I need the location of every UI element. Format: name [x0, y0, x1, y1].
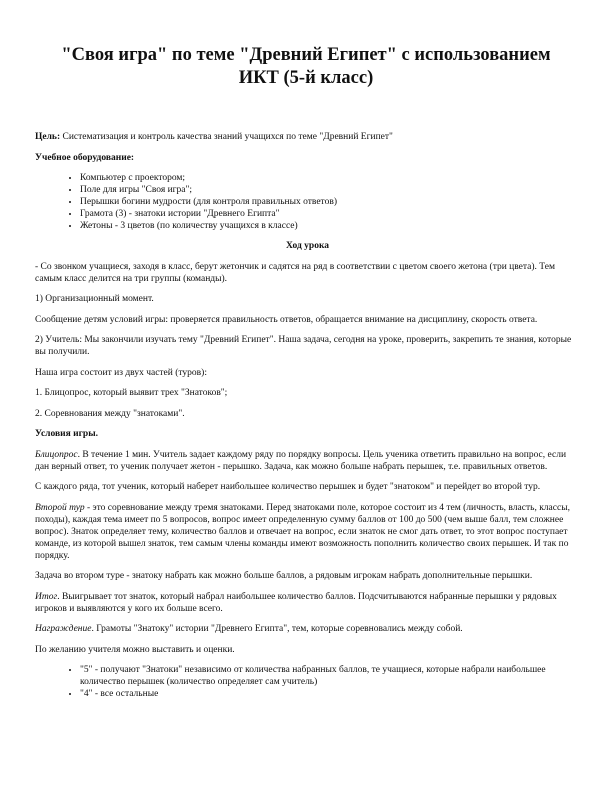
goal-label: Цель:	[35, 132, 61, 142]
award-paragraph	[35, 623, 580, 635]
blitz-label: Блицопрос	[35, 449, 78, 460]
goal-paragraph	[35, 131, 580, 143]
equipment-heading: Учебное оборудование:	[35, 152, 135, 163]
conditions-heading: Условия игры.	[35, 429, 98, 439]
document-body	[35, 131, 580, 708]
list-item: • "4" - все остальные	[80, 688, 580, 700]
intro-paragraph: - Со звонком учащиеся, заходя в класс, берут жетончик и садятся на ряд в соответствии с цветом своего жетона (три цвета). Тем самым класс делится на три группы (команды).	[35, 261, 555, 284]
task2-paragraph: Задача во втором туре - знатоку набрать как можно больше баллов, а рядовым игрокам набрать дополнительные перышки.	[35, 571, 533, 581]
part1-paragraph: 1. Блицопрос, который выявит трех "Знатоков";	[35, 388, 228, 398]
list-item: • Перышки богини мудрости (для контроля правильных ответов)	[80, 196, 580, 208]
blitz-text: . В течение 1 мин. Учитель задает каждому ряду по порядку вопросы. Цель ученика ответить правильно на вопрос, если дан верный ответ, то ученик получает жетон - перышко. Задача, как можно больше набрать перышек, т.е. правильных ответов.	[35, 449, 567, 472]
part2-paragraph: 2. Соревнования между "знатоками".	[35, 408, 185, 419]
page-title: "Своя игра" по теме "Древний Египет" с использованием ИКТ (5-й класс)	[61, 45, 551, 88]
list-item: • Компьютер с проектором;	[80, 172, 580, 184]
result-label: Итог	[35, 591, 58, 602]
each-row-paragraph: С каждого ряда, тот ученик, который наберет наибольшее количество перышек и будет "знатоком" и перейдет во второй тур.	[35, 482, 541, 492]
teacher-paragraph: 2) Учитель: Мы закончили изучать тему "Древний Египет". Наша задача, сегодня на уроке, проверить, закрепить те знания, которые вы получили.	[35, 335, 572, 357]
blitz-paragraph	[35, 449, 580, 473]
message-paragraph: Сообщение детям условий игры: проверяется правильность ответов, обращается внимание на дисциплину, скорость ответа.	[35, 314, 538, 325]
round2-paragraph	[35, 502, 580, 562]
parts-paragraph: Наша игра состоит из двух частей (туров):	[35, 367, 207, 378]
org-paragraph: 1) Организационный момент.	[35, 294, 154, 304]
equipment-list	[35, 172, 580, 232]
award-text: . Грамоты "Знатоку" истории "Древнего Египта", тем, которые соревновались между собой.	[91, 624, 463, 634]
list-item: • "5" - получают "Знатоки" независимо от количества набранных баллов, те учащиеся, которые набрали наибольшее количество перышек (количество определяет сам учитель)	[80, 664, 580, 688]
grades-paragraph: По желанию учителя можно выставить и оценки.	[35, 644, 235, 655]
award-label: Награждение	[35, 624, 92, 634]
lesson-heading: Ход урока	[285, 241, 330, 251]
grades-list	[35, 664, 580, 700]
result-paragraph	[35, 591, 580, 615]
result-text: . Выигрывает тот знаток, который набрал наибольшее количество баллов. Подсчитываются набранные перышки у рядовых игроков и выявляются у кого их больше всего.	[35, 591, 557, 614]
round2-text: - это соревнование между тремя знатоками. Перед знатоками поле, которое состоит из 4 тем (личность, власть, классы, походы), каждая тема имеет по 5 вопросов, вопрос имеет определенную сумму баллов от 100 до 500 (чем выше балл, тем сложнее вопрос). Знаток определяет тему, количество баллов и отвечает на вопрос, если знаток не смог дать ответ, то этот вопрос поступает команде, из которой вышел знаток, тем самым члены команды имеют возможность пополнить количество своих перышек. И так по порядку.	[35, 502, 570, 561]
goal-text: Систематизация и контроль качества знаний учащихся по теме "Древний Египет"	[60, 132, 393, 142]
list-item: • Жетоны - 3 цветов (по количеству учащихся в классе)	[80, 220, 580, 232]
round2-label: Второй тур	[35, 502, 85, 513]
list-item: • Поле для игры "Своя игра";	[80, 184, 580, 196]
list-item: • Грамота (3) - знатоки истории "Древнего Египта"	[80, 208, 580, 220]
